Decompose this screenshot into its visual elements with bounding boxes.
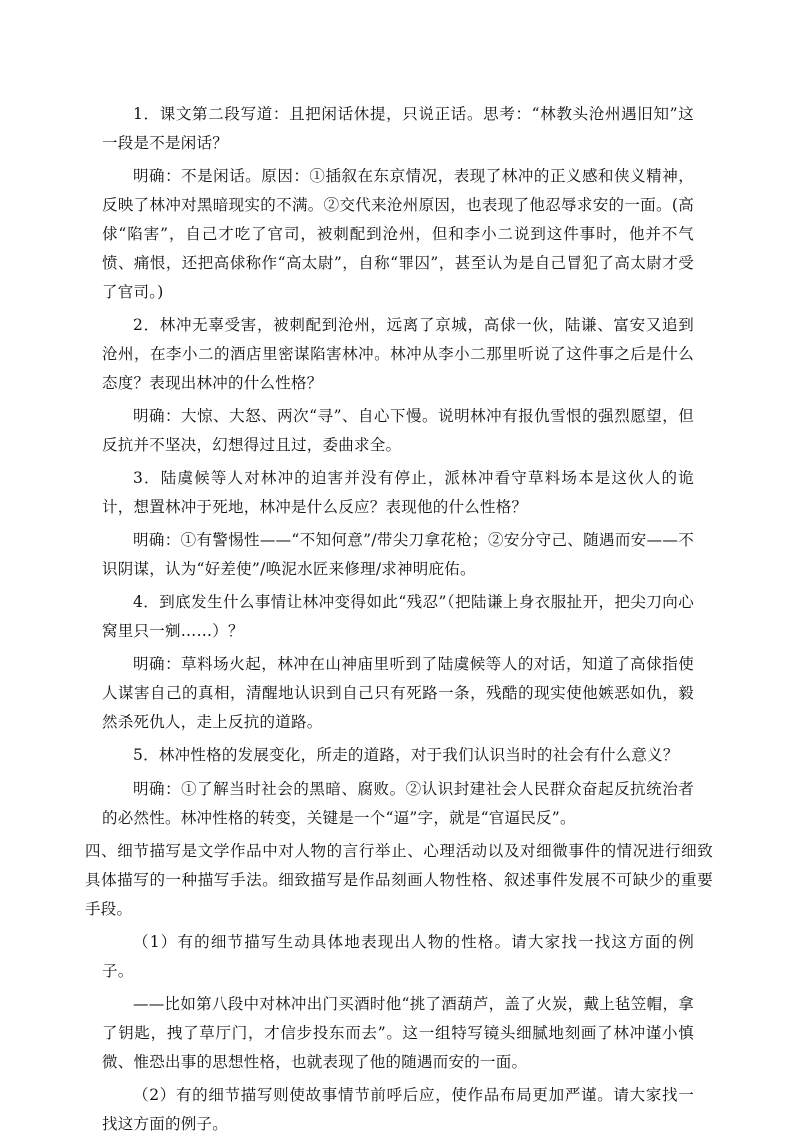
answer-3: 明确：①有警惕性——“不知何意”/带尖刀拿花枪；②安分守己、随遇而安——不识阴谋，认为“好差使”/唤泥水匠来修理/求神明庇佑。 [102,531,694,579]
section-4-heading: 四、细节描写是文学作品中对人物的言行举止、心理活动以及对细微事件的情况进行细致具体描写的一种描写手法。细致描写是作品刻画人物性格、叙述事件发展不可缺少的重要手段。 [85,841,713,918]
document-body [85,100,713,1143]
section-4-item-1: （1）有的细节描写生动具体地表现出人物的性格。请大家找一找这方面的例子。 [102,932,694,980]
answer-1: 明确：不是闲话。原因：①插叙在东京情况，表现了林冲的正义感和侠义精神，反映了林冲对黑暗现实的不满。②交代来沧州原因，也表现了他忍辱求安的一面。(高俅“陷害”，自己才吃了官司，被刺配到沧州，但和李小二说到这件事时，他并不气愤、痛恨，还把高俅称作“高太尉”，自称“罪囚”，甚至认为是自己冒犯了高太尉才受了官司。) [102,167,694,301]
question-4: 4．到底发生什么事情让林冲变得如此“残忍”（把陆谦上身衣服扯开，把尖刀向心窝里只一剜……）？ [102,593,694,641]
section-4-item-2: （2）有的细节描写则使故事情节前呼后应，使作品布局更加严谨。请大家找一找这方面的例子。 [102,1085,694,1133]
answer-4: 明确：草料场火起，林冲在山神庙里听到了陆虞候等人的对话，知道了高俅指使人谋害自己的真相，清醒地认识到自己只有死路一条，残酷的现实使他嫉恶如仇，毅然杀死仇人，走上反抗的道路。 [102,655,694,732]
question-1: 1．课文第二段写道：且把闲话休提，只说正话。思考：“林教头沧州遇旧知”这一段是不是闲话？ [102,105,694,152]
question-3: 3．陆虞候等人对林冲的迫害并没有停止，派林冲看守草料场本是这伙人的诡计，想置林冲于死地，林冲是什么反应？表现他的什么性格？ [102,469,694,516]
answer-2: 明确：大惊、大怒、两次“寻”、自心下慢。说明林冲有报仇雪恨的强烈愿望，但反抗并不坚决，幻想得过且过，委曲求全。 [102,406,694,454]
section-4-item-1-example: ——比如第八段中对林冲出门买酒时他“挑了酒葫芦，盖了火炭，戴上毡笠帽，拿了钥匙，拽了草厅门，才信步投东而去”。这一组特写镜头细腻地刻画了林冲谨小慎微、惟恐出事的思想性格，也就表现了他的随遇而安的一面。 [102,994,694,1071]
question-5: 5．林冲性格的发展变化，所走的道路，对于我们认识当时的社会有什么意义？ [133,746,679,765]
question-2: 2．林冲无辜受害，被刺配到沧州，远离了京城，高俅一伙，陆谦、富安又追到沧州，在李小二的酒店里密谋陷害林冲。林冲从李小二那里听说了这件事之后是什么态度？表现出林冲的什么性格？ [102,315,694,392]
answer-5: 明确：①了解当时社会的黑暗、腐败。②认识封建社会人民群众奋起反抗统治者的必然性。林冲性格的转变，关键是一个“逼”字，就是“官逼民反”。 [102,779,694,827]
